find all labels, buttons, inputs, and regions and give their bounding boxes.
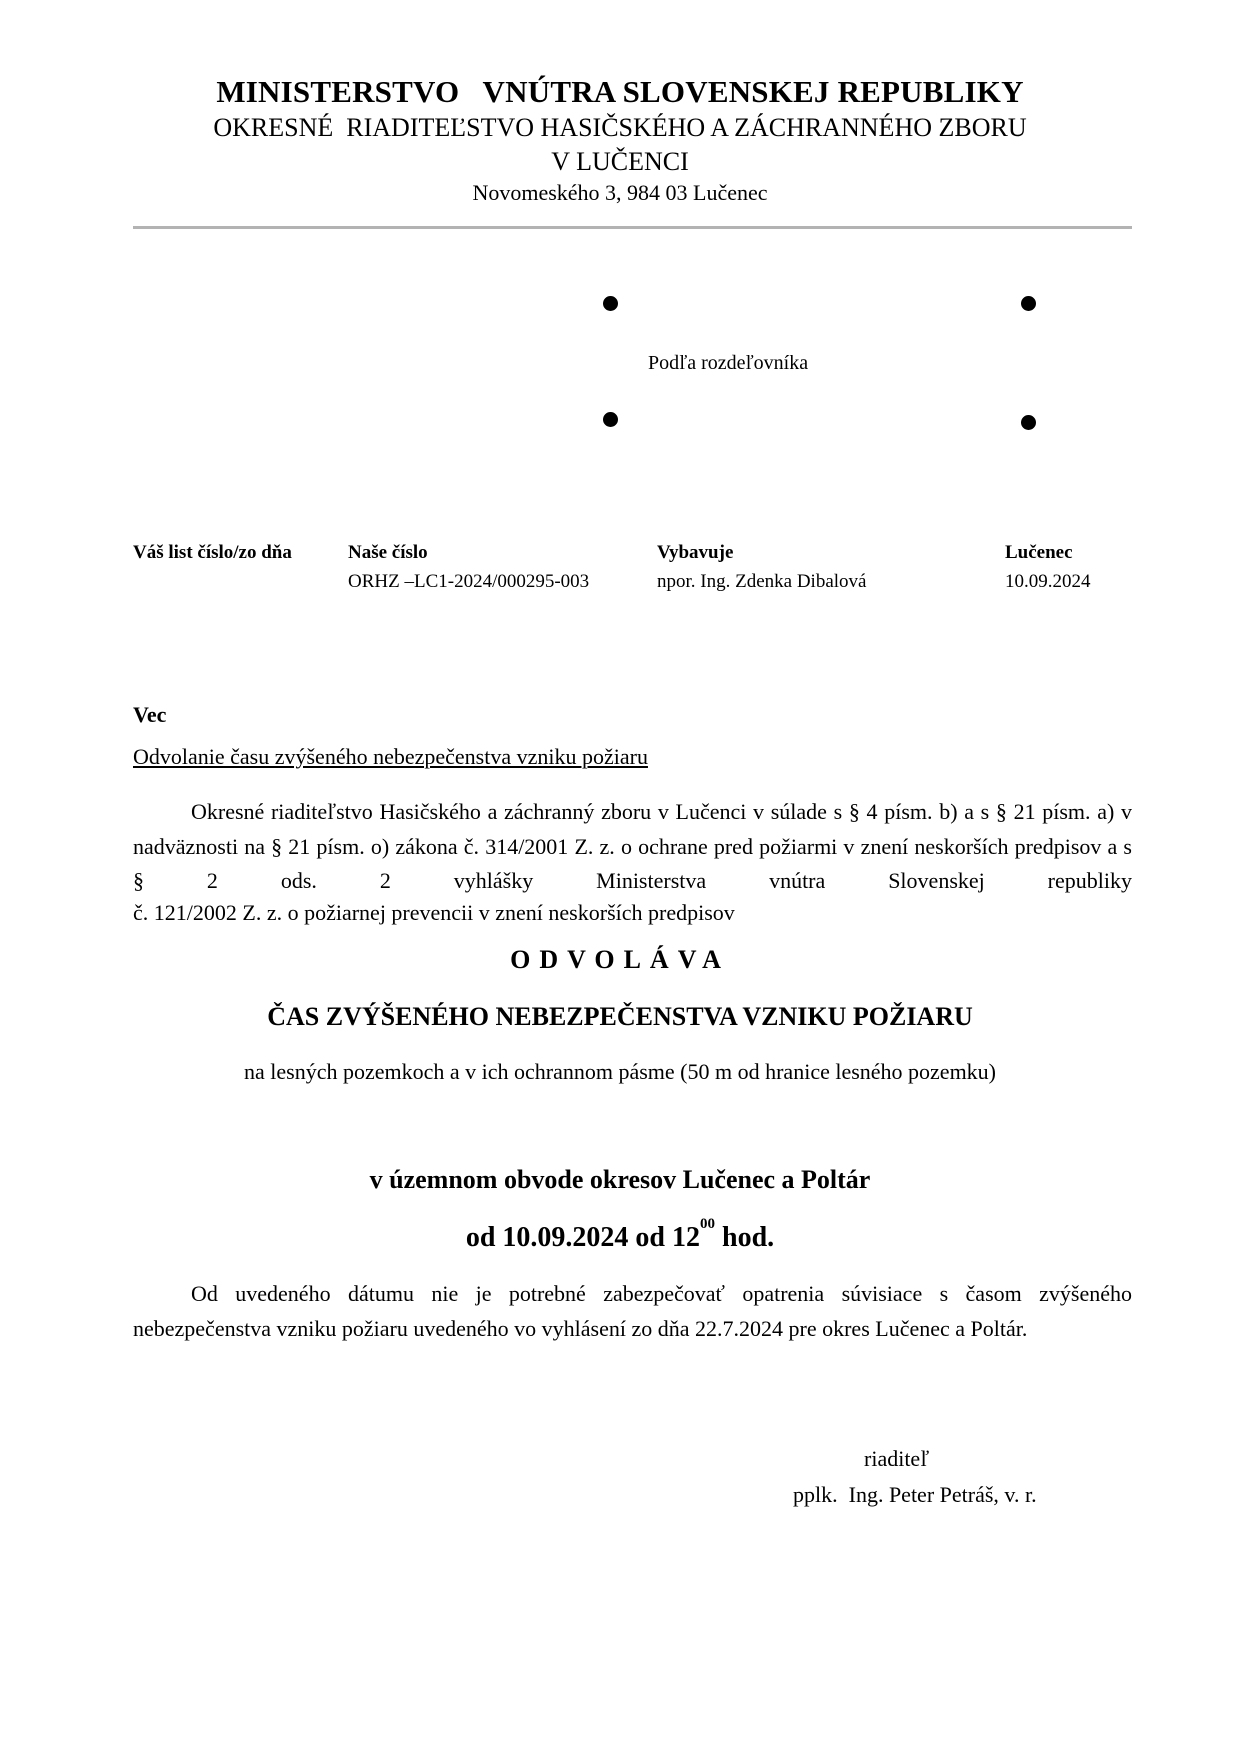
header-divider [133, 226, 1132, 229]
effective-date-minutes: 00 [700, 1216, 715, 1232]
address-corner-mark [1021, 296, 1036, 311]
place-label: Lučenec [1005, 542, 1073, 563]
closing-paragraph: Od uvedeného dátumu nie je potrebné zabezpečovať opatrenia súvisiace s časom zvýšeného nebezpečenstva vzniku požiaru uvedeného vo vyhlásení zo dňa 22.7.2024 pre okres Lučenec a Poltár. [133, 1281, 1132, 1341]
address-corner-mark [603, 296, 618, 311]
scope-text: na lesných pozemkoch a v ich ochrannom pásme (50 m od hranice lesného pozemku) [243, 1059, 997, 1084]
intro-paragraph: Okresné riaditeľstvo Hasičského a záchranný zboru v Lučenci v súlade s § 4 písm. b) a s § 21 písm. a) v nadväznosti na § 21 písm. o) zákona č. 314/2001 Z. z. o ochrane pred požiarmi v znení neskorších predpisov a s § 2 ods. 2 vyhlášky Ministerstva vnútra Slovenskej republiky [133, 799, 1132, 893]
recipient: Podľa rozdeľovníka [648, 352, 809, 374]
subject-label: Vec [133, 702, 167, 727]
handled-by: npor. Ing. Zdenka Dibalová [657, 571, 867, 592]
subject-text: Odvolanie času zvýšeného nebezpečenstva vzniku požiaru [133, 744, 648, 769]
ministry-title: MINISTERSTVO VNÚTRA SLOVENSKEJ REPUBLIKY [216, 74, 1024, 109]
signature-role: riaditeľ [864, 1446, 930, 1471]
office-title: OKRESNÉ RIADITEĽSTVO HASIČSKÉHO A ZÁCHRANNÉHO ZBORU [213, 113, 1027, 142]
address-corner-mark [1021, 415, 1036, 430]
danger-period-heading: ČAS ZVÝŠENÉHO NEBEZPEČENSTVA VZNIKU POŽIARU [267, 1002, 973, 1031]
revokes-heading: ODVOLÁVA [510, 945, 730, 974]
office-city: V LUČENCI [551, 147, 689, 176]
address-corner-mark [603, 412, 618, 427]
effective-date-suffix: hod. [715, 1222, 775, 1253]
our-number: ORHZ –LC1-2024/000295-003 [348, 571, 590, 592]
office-address: Novomeského 3, 984 03 Lučenec [472, 180, 768, 205]
effective-date [0, 1216, 1240, 1254]
effective-date-main: od 10.09.2024 od 12 [465, 1222, 700, 1253]
territory-text: v územnom obvode okresov Lučenec a Poltár [369, 1165, 871, 1194]
intro-paragraph-last-line: č. 121/2002 Z. z. o požiarnej prevencii v znení neskorších predpisov [133, 900, 735, 925]
your-letter-label: Váš list číslo/zo dňa [133, 542, 292, 563]
handled-by-label: Vybavuje [657, 542, 734, 563]
our-number-label: Naše číslo [348, 542, 428, 563]
signature-name: pplk. Ing. Peter Petráš, v. r. [793, 1482, 1037, 1507]
letter-date: 10.09.2024 [1005, 571, 1091, 592]
